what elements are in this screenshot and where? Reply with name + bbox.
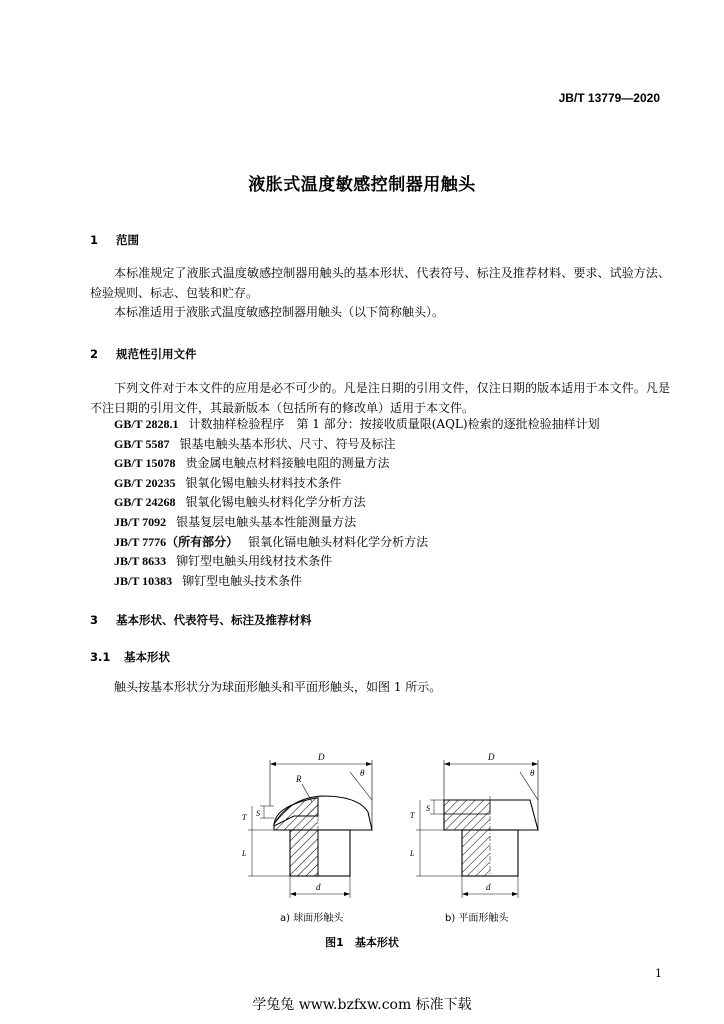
subfigure-b-caption: b) 平面形触头 [445,913,509,924]
reference-title: 银氧化锡电触头材料化学分析方法 [185,495,366,510]
reference-code: JB/T 8633 [114,554,167,569]
reference-item [114,572,600,592]
dimension-label-R: R [296,774,302,784]
standard-code: JB/T 13779—2020 [558,91,660,105]
reference-code: GB/T 2828.1 [114,417,179,431]
subfigure-a-caption: a) 球面形触头 [280,913,344,924]
reference-title: 银氧化镉电触头材料化学分析方法 [248,534,429,549]
reference-item [114,435,600,455]
dimension-label-S: S [426,804,430,813]
reference-title: 铆钉型电触头技术条件 [182,573,303,588]
spherical-contact-drawing [241,752,372,898]
reference-code: JB/T 7092 [114,514,167,529]
flat-contact-drawing [409,752,538,898]
section-1-heading [90,232,139,248]
section-3-1-heading [90,649,170,665]
reference-title: 银氧化锡电触头材料技术条件 [185,475,342,490]
angle-label-theta: θ [360,768,365,778]
reference-code: JB/T 10383 [114,573,173,588]
reference-code: GB/T 15078 [114,456,176,471]
section-number: 2 [90,347,99,361]
reference-item [114,552,600,572]
dimension-label-T: T [410,811,415,820]
dimension-label-L: L [410,849,415,858]
angle-label-theta: θ [530,768,535,778]
reference-code: GB/T 24268 [114,495,176,510]
dimension-label-S: S [256,809,260,818]
reference-title: 银基电触头基本形状、尺寸、符号及标注 [179,436,396,451]
section-3-heading [90,612,312,628]
section-number: 3.1 [90,650,111,664]
document-title: 液胀式温度敏感控制器用触头 [248,175,476,195]
section-3-1-paragraph-1: 触头按基本形状分为球面形触头和平面形触头，如图 1 所示。 [114,680,442,694]
dimension-label-T: T [242,813,247,822]
section-title: 范围 [116,233,140,247]
section-title: 规范性引用文件 [116,347,197,361]
reference-item [114,454,600,474]
section-number: 3 [90,613,99,627]
reference-title: 银基复层电触头基本性能测量方法 [176,514,357,529]
reference-item [114,493,600,513]
page-number: 1 [655,967,662,980]
reference-code: GB/T 5587 [114,436,170,451]
dimension-label-d: d [316,882,321,892]
reference-item [114,533,600,553]
reference-item [114,415,600,435]
figure-1-caption: 图1 基本形状 [325,936,399,949]
reference-item [114,513,600,533]
section-title: 基本形状、代表符号、标注及推荐材料 [116,613,312,627]
section-number: 1 [90,233,99,247]
dimension-label-d: d [486,882,491,892]
section-2-paragraph-1: 下列文件对于本文件的应用是必不可少的。凡是注日期的引用文件，仅注日期的版本适用于本文件。凡是不注日期的引用文件，其最新版本（包括所有的修改单）适用于本文件。 [90,381,670,415]
reference-item [114,474,600,494]
section-2-heading [90,346,197,362]
watermark-footer: 学兔兔 www.bzfxw.com 标准下载 [252,997,472,1013]
reference-title: 铆钉型电触头用线材技术条件 [176,554,333,569]
reference-title: 贵金属电触点材料接触电阻的测量方法 [185,456,390,471]
section-1-paragraph-1: 本标准规定了液胀式温度敏感控制器用触头的基本形状、代表符号、标注及推荐材料、要求、试验方法、检验规则、标志、包装和贮存。 [90,266,670,300]
reference-code: JB/T 7776（所有部分） [114,534,239,549]
section-title: 基本形状 [124,650,171,664]
figure-1-drawing [230,748,550,908]
reference-code: GB/T 20235 [114,475,176,490]
normative-references-list [114,415,600,591]
dimension-label-D: D [318,752,325,762]
dimension-label-D: D [488,752,495,762]
section-1-paragraph-2: 本标准适用于液胀式温度敏感控制器用触头（以下简称触头）。 [114,305,445,319]
reference-title: 计数抽样检验程序 第 1 部分：按接收质量限(AQL)检索的逐批检验抽样计划 [188,417,600,431]
dimension-label-L: L [242,849,247,858]
